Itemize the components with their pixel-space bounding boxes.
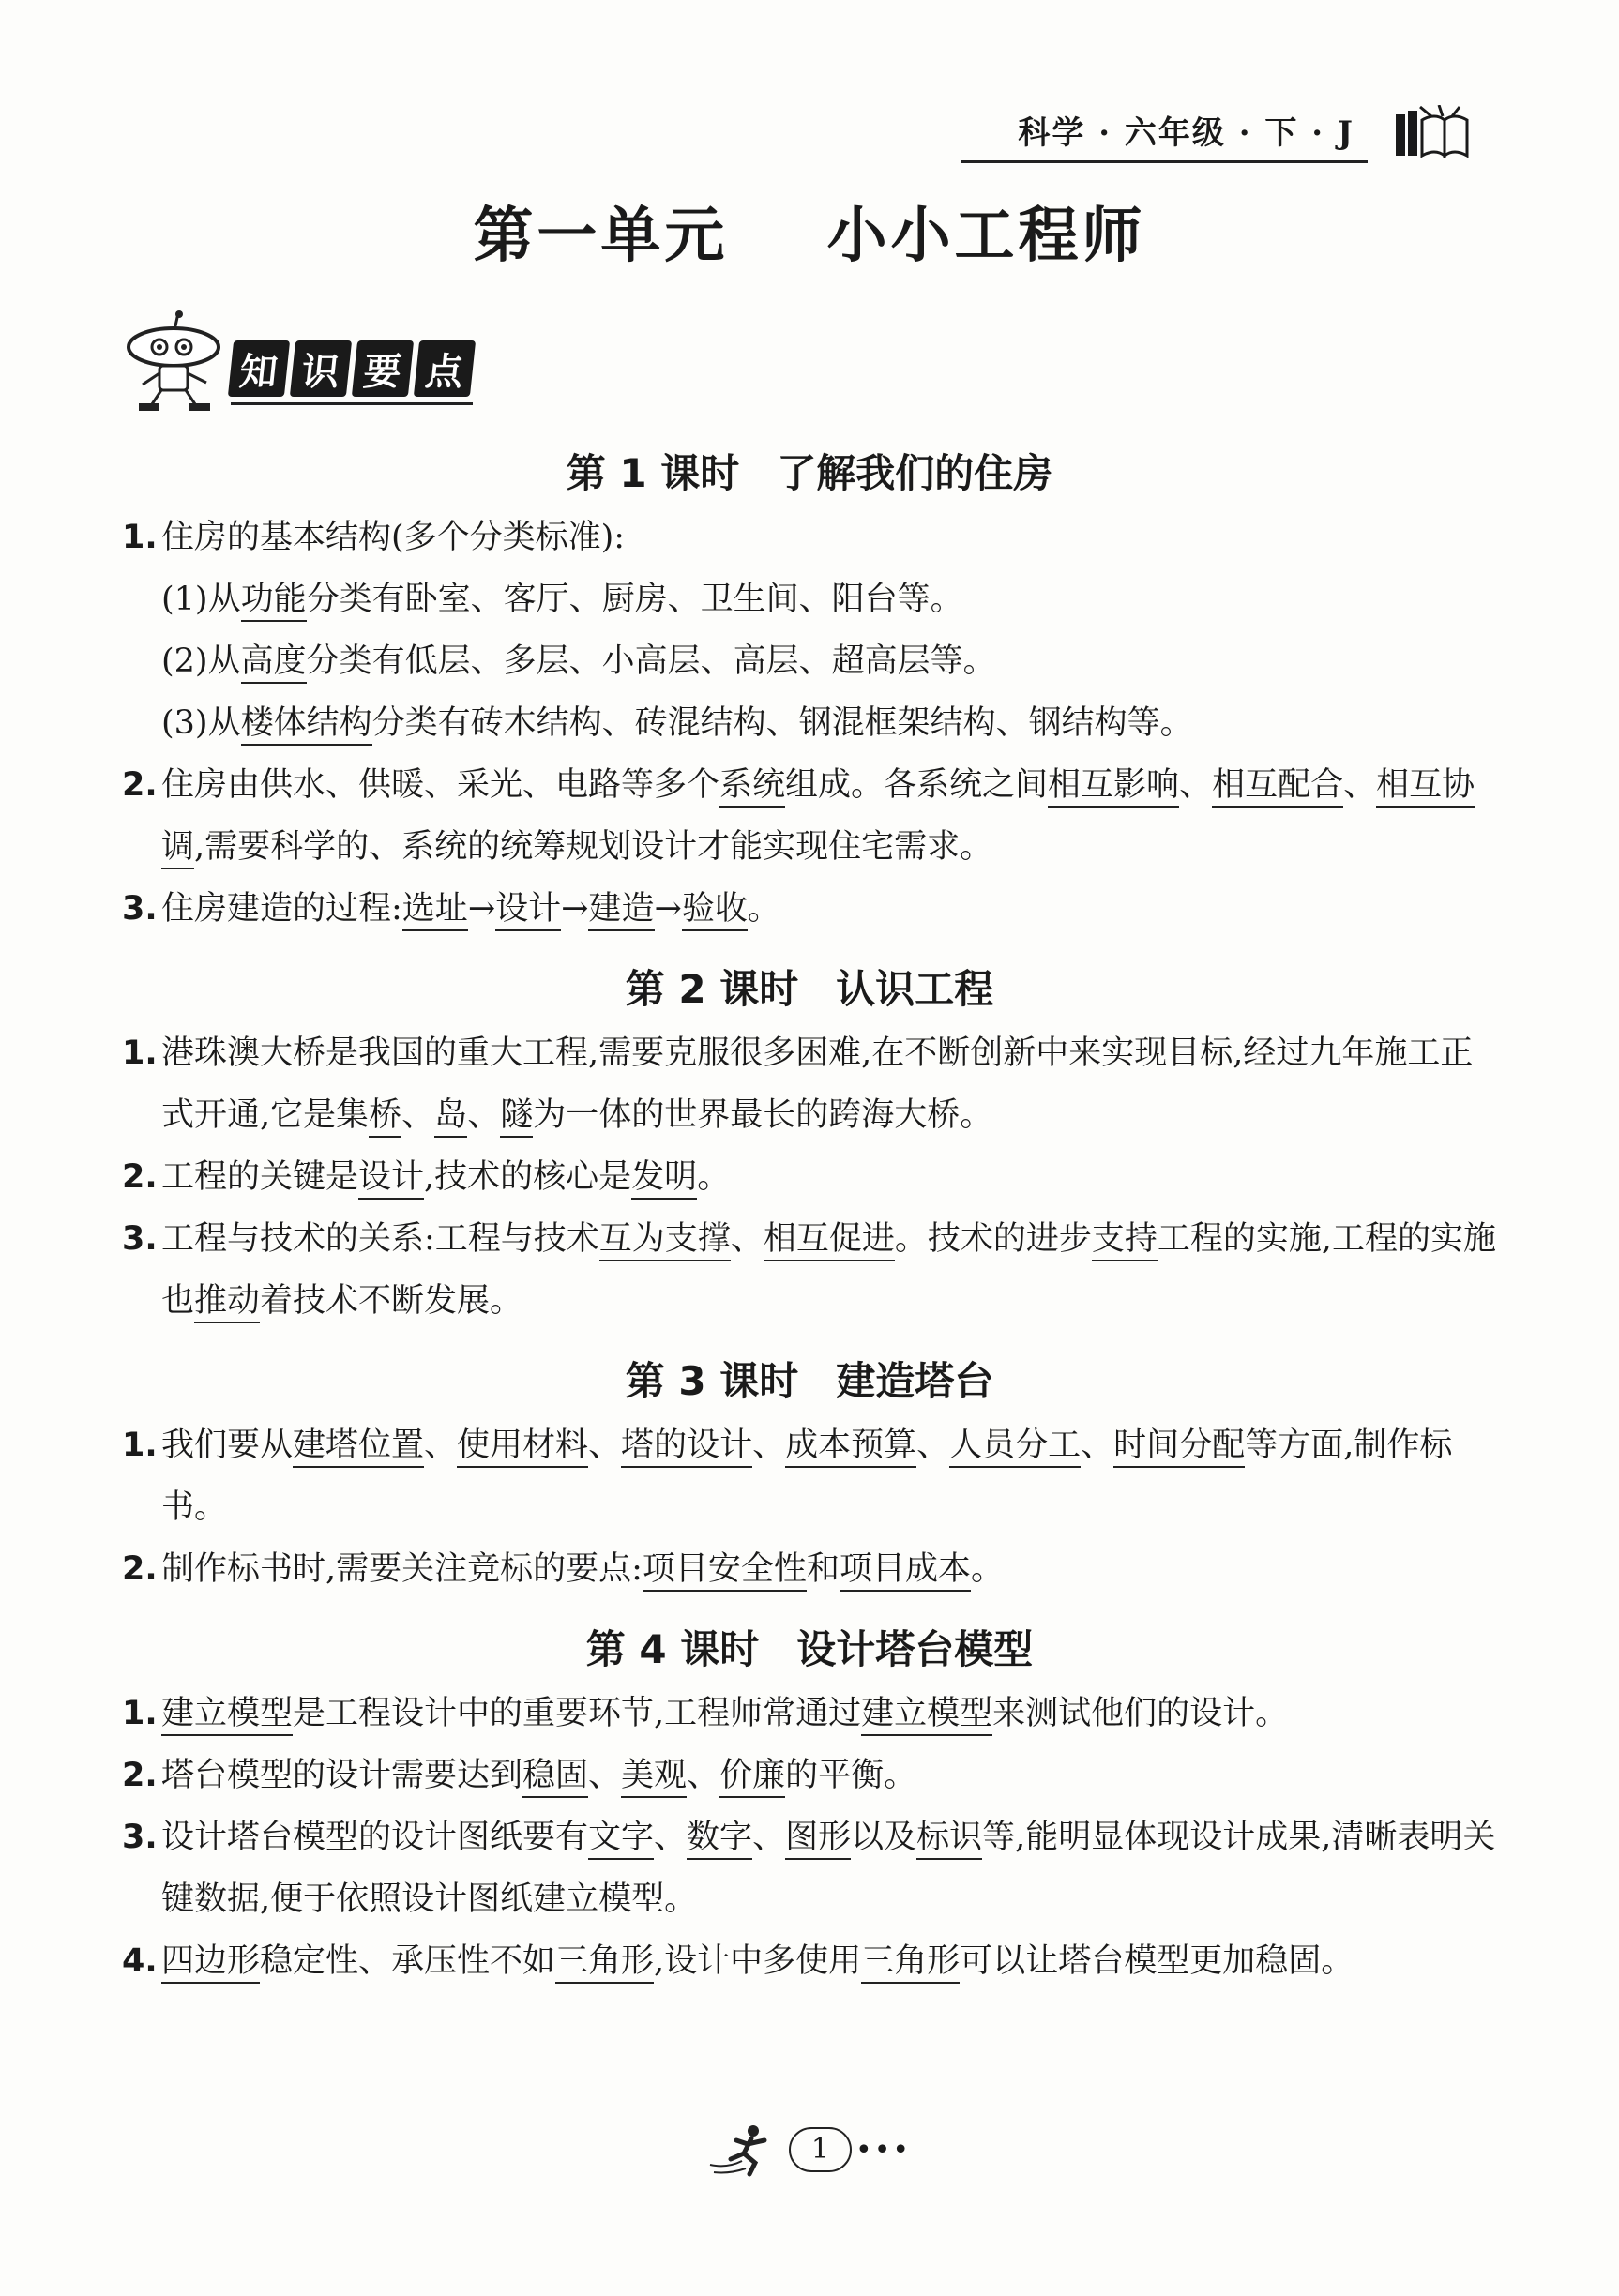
answer-text: 发明 xyxy=(631,1158,697,1200)
answer-text: 岛 xyxy=(434,1096,467,1138)
item-text: 。技术的进步 xyxy=(894,1220,1092,1258)
item-text: 住房由供水、供暖、采光、电路等多个 xyxy=(161,766,720,804)
item-text: 分类有砖木结构、砖混结构、钢混框架结构、钢结构等。 xyxy=(371,704,1193,742)
list-item xyxy=(122,754,1497,878)
item-text: 分类有低层、多层、小高层、高层、超高层等。 xyxy=(306,642,996,680)
list-item xyxy=(122,1930,1497,1992)
running-header xyxy=(961,105,1469,163)
item-text: 、 xyxy=(752,1819,786,1856)
item-number: 2. xyxy=(122,1158,158,1196)
answer-text: 隧 xyxy=(500,1096,533,1138)
item-number: 1. xyxy=(122,1427,158,1464)
item-number: 2. xyxy=(122,1550,158,1588)
page-number: 1 xyxy=(789,2127,852,2172)
item-text: 、 xyxy=(654,1819,688,1856)
lesson-title: 设计塔台模型 xyxy=(796,1626,1034,1672)
item-number: 1. xyxy=(122,1695,158,1732)
item-text: 我们要从 xyxy=(161,1427,294,1464)
robot-icon xyxy=(122,310,225,413)
item-text: 制作标书时,需要关注竞标的要点: xyxy=(161,1550,643,1588)
answer-text: 相互协调 xyxy=(161,766,1475,869)
item-number: 1. xyxy=(122,519,158,556)
item-text: 、 xyxy=(1081,1427,1114,1464)
answer-text: 人员分工 xyxy=(949,1427,1081,1468)
page-footer xyxy=(0,2122,1619,2178)
answer-text: 项目安全性 xyxy=(643,1550,807,1592)
answer-text: 相互配合 xyxy=(1212,766,1343,808)
item-text: 和 xyxy=(806,1550,840,1588)
badge-char: 点 xyxy=(414,340,476,397)
item-text: 、 xyxy=(588,1757,622,1794)
item-text: 工程的关键是 xyxy=(161,1158,359,1196)
list-item xyxy=(122,1745,1497,1806)
badge-char: 要 xyxy=(352,340,414,397)
item-text: 、 xyxy=(1179,766,1213,804)
item-text: ,技术的核心是 xyxy=(424,1158,632,1196)
item-text: 设计塔台模型的设计图纸要有 xyxy=(161,1819,589,1856)
answer-text: 美观 xyxy=(621,1757,687,1798)
lesson-number: 第 4 课时 xyxy=(585,1626,760,1672)
item-text: 、 xyxy=(916,1427,950,1464)
item-text: 。 xyxy=(970,1550,1004,1588)
list-item xyxy=(122,1146,1497,1208)
answer-text: 价廉 xyxy=(719,1757,785,1798)
answer-text: 三角形 xyxy=(555,1942,654,1984)
item-text: 等方面,制作标书。 xyxy=(161,1427,1453,1526)
item-text: 以及 xyxy=(851,1819,917,1856)
item-text: 、 xyxy=(401,1096,435,1134)
list-item xyxy=(122,506,1497,568)
answer-text: 互为支撑 xyxy=(599,1220,731,1261)
item-text: 工程与技术的关系:工程与技术 xyxy=(161,1220,599,1258)
arrow-text: → xyxy=(654,890,682,928)
answer-text: 建造 xyxy=(588,890,654,931)
item-number: 2. xyxy=(122,766,158,804)
lesson-title: 了解我们的住房 xyxy=(777,450,1053,496)
answer-text: 相互促进 xyxy=(764,1220,895,1261)
answer-text: 桥 xyxy=(369,1096,401,1138)
list-item xyxy=(122,1683,1497,1745)
unit-title: 第一单元 小小工程师 xyxy=(473,202,1146,271)
books-icon xyxy=(1394,105,1469,158)
item-text: 稳定性、承压性不如 xyxy=(260,1942,556,1980)
answer-text: 塔的设计 xyxy=(621,1427,752,1468)
item-text: 分类有卧室、客厅、厨房、卫生间、阳台等。 xyxy=(306,581,963,618)
item-text: 是工程设计中的重要环节,工程师常通过 xyxy=(293,1695,862,1732)
list-item xyxy=(122,1538,1497,1600)
item-text: 。 xyxy=(697,1158,731,1196)
item-text: ,需要科学的、系统的统筹规划设计才能实现住宅需求。 xyxy=(194,828,993,866)
answer-text: 项目成本 xyxy=(840,1550,971,1592)
lesson-number: 第 2 课时 xyxy=(625,966,799,1012)
lesson-number: 第 3 课时 xyxy=(625,1358,799,1404)
sub-item xyxy=(122,568,1497,630)
knowledge-points-badge xyxy=(122,310,473,413)
answer-text: 标识 xyxy=(916,1819,982,1860)
answer-text: 支持 xyxy=(1092,1220,1158,1261)
runner-icon xyxy=(708,2122,793,2178)
lesson-heading xyxy=(122,1349,1497,1414)
list-item xyxy=(122,1414,1497,1538)
item-number: 1. xyxy=(122,1035,158,1072)
list-item xyxy=(122,1806,1497,1930)
lesson-heading xyxy=(122,441,1497,506)
answer-text: 图形 xyxy=(785,1819,851,1860)
answer-text: 系统 xyxy=(719,766,785,808)
list-item xyxy=(122,1022,1497,1146)
lesson-number: 第 1 课时 xyxy=(566,450,740,496)
item-text: 组成。各系统之间 xyxy=(785,766,1049,804)
item-text: 、 xyxy=(424,1427,458,1464)
item-number: 2. xyxy=(122,1757,158,1794)
sub-item xyxy=(122,630,1497,692)
item-text: 等,能明显体现设计成果,清晰表明关键数据,便于依照设计图纸建立模型。 xyxy=(161,1819,1496,1918)
item-text: 塔台模型的设计需要达到 xyxy=(161,1757,523,1794)
answer-text: 功能 xyxy=(241,581,307,622)
answer-text: 时间分配 xyxy=(1113,1427,1245,1468)
answer-text: 成本预算 xyxy=(785,1427,916,1468)
answer-text: 设计 xyxy=(358,1158,424,1200)
lesson-title: 建造塔台 xyxy=(836,1358,994,1404)
item-text: 来测试他们的设计。 xyxy=(992,1695,1289,1732)
badge-char: 识 xyxy=(290,340,352,397)
item-number: 3. xyxy=(122,1819,158,1856)
item-text: 、 xyxy=(467,1096,501,1134)
answer-text: 建立模型 xyxy=(161,1695,293,1736)
lesson-content xyxy=(122,441,1497,2009)
item-text: 、 xyxy=(687,1757,720,1794)
arrow-text: → xyxy=(467,890,496,928)
answer-text: 高度 xyxy=(241,642,307,684)
answer-text: 建塔位置 xyxy=(293,1427,424,1468)
item-text: 港珠澳大桥是我国的重大工程,需要克服很多困难,在不断创新中来实现目标,经过九年施工正式开通,它是集 xyxy=(161,1035,1474,1134)
badge-char: 知 xyxy=(228,340,290,397)
item-text: 、 xyxy=(752,1427,786,1464)
list-item xyxy=(122,878,1497,940)
item-text: 住房建造的过程: xyxy=(161,890,402,928)
footer-dots: ••• xyxy=(855,2133,912,2167)
badge-title xyxy=(231,340,473,405)
answer-text: 相互影响 xyxy=(1048,766,1179,808)
lesson-2 xyxy=(122,957,1497,1332)
item-text: (1)从 xyxy=(161,581,241,618)
list-item xyxy=(122,1208,1497,1332)
answer-text: 验收 xyxy=(682,890,748,931)
item-text: 的平衡。 xyxy=(785,1757,917,1794)
answer-text: 设计 xyxy=(495,890,561,931)
item-text: 可以让塔台模型更加稳固。 xyxy=(960,1942,1354,1980)
item-text: 。 xyxy=(747,890,780,928)
sub-item xyxy=(122,692,1497,754)
answer-text: 三角形 xyxy=(861,1942,960,1984)
item-text: ,设计中多使用 xyxy=(654,1942,862,1980)
arrow-text: → xyxy=(561,890,589,928)
lesson-heading xyxy=(122,957,1497,1022)
item-text: 工程的实施,工程的实施也 xyxy=(161,1220,1497,1320)
lesson-heading xyxy=(122,1617,1497,1683)
item-text: 、 xyxy=(1343,766,1377,804)
subject-label: 科学 · 六年级 · 下 · J xyxy=(961,107,1368,163)
answer-text: 选址 xyxy=(402,890,468,931)
answer-text: 数字 xyxy=(687,1819,752,1860)
lesson-3 xyxy=(122,1349,1497,1600)
item-number: 4. xyxy=(122,1942,158,1980)
answer-text: 楼体结构 xyxy=(241,704,372,746)
lesson-1 xyxy=(122,441,1497,940)
item-text: (3)从 xyxy=(161,704,241,742)
lesson-title: 认识工程 xyxy=(836,966,994,1012)
item-text: 着技术不断发展。 xyxy=(260,1282,523,1320)
answer-text: 稳固 xyxy=(522,1757,588,1798)
item-text: 住房的基本结构(多个分类标准): xyxy=(161,519,626,556)
answer-text: 建立模型 xyxy=(861,1695,992,1736)
item-text: 为一体的世界最长的跨海大桥。 xyxy=(533,1096,993,1134)
item-number: 3. xyxy=(122,890,158,928)
item-number: 3. xyxy=(122,1220,158,1258)
answer-text: 文字 xyxy=(588,1819,654,1860)
item-text: 、 xyxy=(588,1427,622,1464)
lesson-4 xyxy=(122,1617,1497,1992)
item-text: 、 xyxy=(730,1220,764,1258)
answer-text: 使用材料 xyxy=(457,1427,588,1468)
answer-text: 推动 xyxy=(194,1282,260,1323)
item-text: (2)从 xyxy=(161,642,241,680)
answer-text: 四边形 xyxy=(161,1942,260,1984)
